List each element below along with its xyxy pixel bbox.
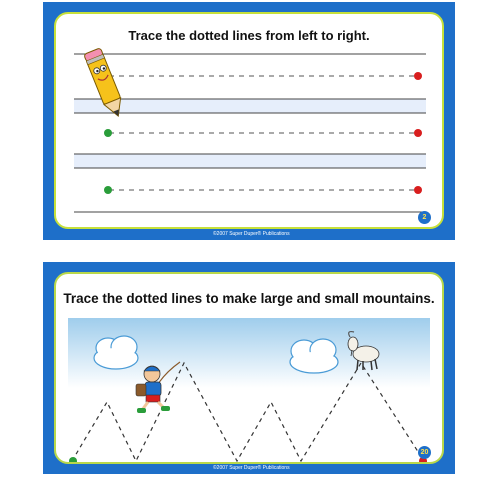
ruled-band bbox=[74, 99, 426, 113]
card-inner-frame bbox=[54, 272, 444, 464]
copyright-footer: ©2007 Super Duper® Publications bbox=[213, 231, 290, 237]
end-dot bbox=[414, 72, 422, 80]
start-dot bbox=[104, 186, 112, 194]
end-dot bbox=[414, 186, 422, 194]
cloud-icon bbox=[290, 339, 338, 373]
end-dot bbox=[414, 129, 422, 137]
page-number-badge: 2 bbox=[418, 211, 431, 224]
card-trace-lines bbox=[43, 2, 455, 240]
card-trace-mountains bbox=[43, 262, 455, 474]
card-inner-frame bbox=[54, 12, 444, 229]
ruled-band bbox=[74, 154, 426, 168]
copyright-footer: ©2007 Super Duper® Publications bbox=[213, 465, 290, 471]
card-title: Trace the dotted lines from left to right. bbox=[128, 28, 370, 43]
card-title: Trace the dotted lines to make large and small mountains. bbox=[63, 291, 435, 306]
cloud-icon bbox=[94, 336, 138, 369]
page-number-badge: 20 bbox=[418, 446, 431, 459]
start-dot bbox=[104, 129, 112, 137]
writing-lines bbox=[56, 14, 442, 227]
start-dot bbox=[69, 457, 77, 462]
mountain-scene bbox=[56, 274, 442, 462]
